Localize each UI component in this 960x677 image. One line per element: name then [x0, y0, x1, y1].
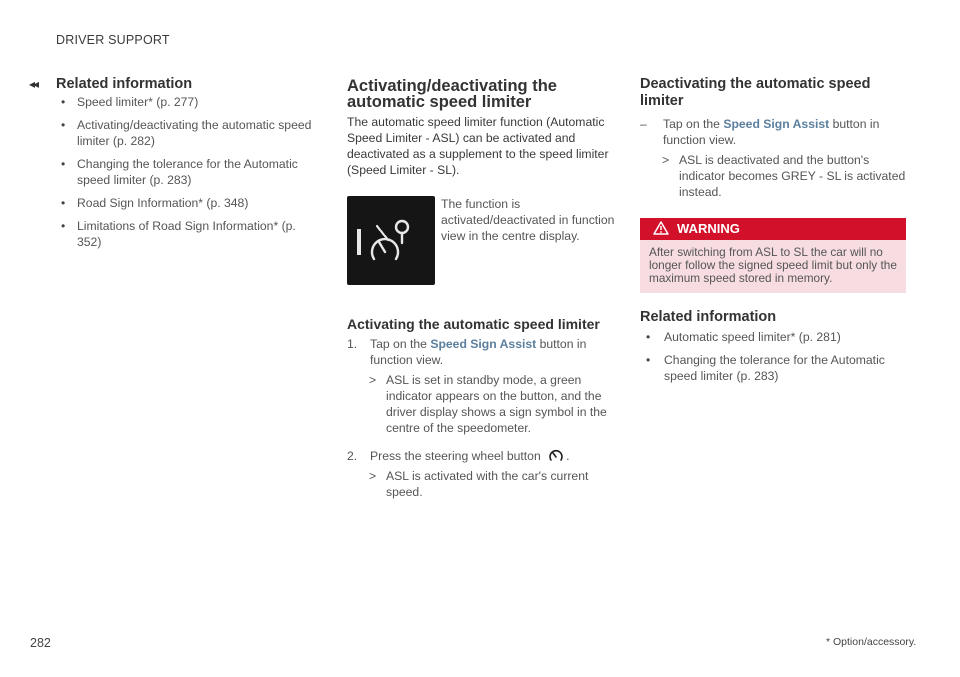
related-link-road-sign-info[interactable]: • Road Sign Information* (p. 348) [30, 195, 320, 211]
speed-sign-assist-button-image [347, 196, 435, 285]
result-marker: > [369, 469, 377, 483]
related-link-tolerance[interactable]: • Changing the tolerance for the Automatic speed limiter (p. 283) [640, 352, 908, 384]
speed-sign-assist-label: Speed Sign Assist [723, 117, 830, 131]
back-chevron-icon: ◂◂ [29, 77, 38, 91]
related-links-list [640, 329, 908, 384]
related-links-list [30, 94, 320, 250]
activating-step-1 [347, 336, 617, 368]
step-number: 1. [347, 337, 358, 351]
warning-triangle-icon [653, 221, 669, 235]
deactivating-column [640, 76, 908, 391]
related-link-automatic-speed-limiter[interactable]: • Automatic speed limiter* (p. 281) [640, 329, 908, 345]
step-text: button in function view. [663, 117, 880, 147]
steering-wheel-speed-limiter-icon [548, 448, 564, 462]
deactivating-step-result [640, 152, 908, 200]
figure-caption: The function is activated/deactivated in function view in the centre display. [441, 197, 615, 243]
related-information-heading: Related information [56, 76, 193, 92]
activating-heading: Activating the automatic speed limiter [347, 316, 600, 332]
step-text: Press the steering wheel button [370, 449, 541, 463]
step-number: 2. [347, 449, 358, 463]
activating-step-1-result [347, 372, 617, 436]
step-text: Tap on the [663, 117, 724, 131]
activating-step-2 [347, 448, 617, 464]
deactivating-step [640, 116, 908, 148]
deactivating-heading: Deactivating the automatic speed limiter [640, 76, 871, 109]
related-link-activating-asl[interactable]: • Activating/deactivating the automatic speed limiter (p. 282) [30, 117, 320, 149]
warning-text: After switching from ASL to SL the car will no longer follow the signed speed limit but only the maximum speed stored in memory. [649, 245, 897, 285]
activating-column [347, 76, 617, 512]
step-text: . [566, 449, 570, 463]
warning-title: WARNING [677, 221, 740, 236]
section-header: DRIVER SUPPORT [56, 33, 170, 47]
warning-header [640, 218, 906, 240]
intro-paragraph: The automatic speed limiter function (Automatic Speed Limiter - ASL) can be activated and deactivated as a supplement to the speed limiter (Speed Limiter - SL). [347, 115, 609, 177]
function-view-figure [347, 196, 617, 316]
speed-sign-assist-label: Speed Sign Assist [430, 337, 537, 351]
step-dash: – [640, 117, 647, 131]
warning-box [640, 218, 906, 293]
related-link-road-sign-limitations[interactable]: • Limitations of Road Sign Information* (p. 352) [30, 218, 320, 250]
related-information-column [30, 76, 320, 257]
step-text: Tap on the [370, 337, 431, 351]
activating-step-2-result [347, 468, 617, 500]
speed-limiter-icon [347, 196, 435, 285]
result-marker: > [369, 373, 377, 387]
page-title: Activating/deactivating the automatic speed limiter [347, 77, 557, 111]
related-link-speed-limiter[interactable]: • Speed limiter* (p. 277) [30, 94, 320, 110]
result-marker: > [662, 153, 670, 167]
step-text: button in function view. [370, 337, 587, 367]
page-number: 282 [30, 636, 51, 650]
result-text: ASL is deactivated and the button's indicator becomes GREY - SL is activated instead. [679, 153, 906, 199]
related-information-heading: Related information [640, 309, 777, 325]
related-link-tolerance[interactable]: • Changing the tolerance for the Automatic speed limiter (p. 283) [30, 156, 320, 188]
footnote: * Option/accessory. [826, 636, 917, 648]
result-text: ASL is set in standby mode, a green indicator appears on the button, and the driver display shows a sign symbol in the centre of the speedometer. [386, 373, 607, 435]
result-text: ASL is activated with the car's current speed. [386, 469, 589, 499]
